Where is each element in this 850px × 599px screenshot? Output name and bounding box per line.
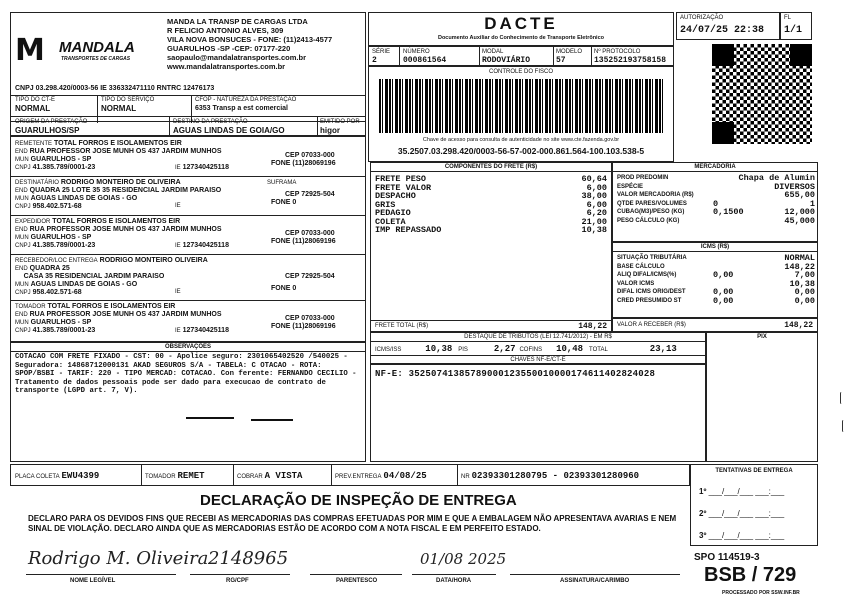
icms-list [617, 254, 815, 305]
emitter-box [10, 12, 366, 122]
mercadoria-box [612, 162, 818, 242]
tomador-name: TOTAL FORROS E ISOLAMENTOS EIR [47, 303, 176, 310]
frete-item-name: FRETE PESO [375, 174, 427, 184]
tomador-fone: FONE (11)28069196 [271, 323, 336, 330]
destino-label: DESTINO DA PRESTAÇÃO [173, 119, 248, 125]
icms-row-value-2: 148,22 [784, 261, 815, 272]
scan-mark-1 [840, 392, 843, 404]
remetente-cnpj: 41.385.789/0001-23 [32, 164, 96, 171]
expedidor-end: RUA PROFESSOR JOSE MUNH OS 437 JARDIM MUNHOS [29, 226, 222, 233]
receber-box [612, 318, 818, 332]
emitter-lines [167, 17, 363, 71]
dacte-title-box [368, 12, 674, 46]
receber-value: 148,22 [784, 321, 813, 330]
frete-item-value: 6,00 [586, 182, 607, 193]
company-logo [15, 31, 165, 73]
icms-title: ICMS (R$) [700, 244, 730, 250]
destinatario-cep: CEP 72925-504 [285, 191, 335, 198]
recebedor-mun: AGUAS LINDAS DE GOIAS - GO [30, 281, 138, 288]
tomador-value: REMET [177, 471, 205, 481]
processado-por: PROCESSADO POR SSW.INF.BR [722, 590, 800, 596]
frete-list [375, 175, 607, 235]
remetente-role: REMETENTE [15, 141, 53, 147]
recebedor-cep: CEP 72925-504 [285, 273, 335, 280]
frete-item-value: 6,20 [586, 208, 607, 218]
icms-row-value-1: 0,00 [713, 270, 734, 280]
frete-item-value: 38,00 [581, 191, 607, 201]
chave-value: 35.2507.03.298.420/0003-56-57-002-000.861.564-100.103.538-5 [397, 146, 645, 156]
icms-row-value-2: 10,38 [789, 278, 815, 289]
frete-box [370, 162, 612, 332]
frete-item-name: COLETA [375, 216, 406, 227]
icms-row-label: VALOR ICMS [617, 280, 655, 287]
icms-row-label: CRED PRESUMIDO ST [617, 297, 682, 304]
expedidor-role: EXPEDIDOR [15, 219, 51, 225]
frete-item-value: 6,00 [586, 199, 607, 210]
prev-entrega-label: PREV.ENTREGA [335, 474, 382, 480]
chave-hint: Chave de acesso para consulta de autenticidade no site www.cte.fazenda.gov.br [422, 137, 620, 143]
origem-value: GUARULHOS/SP [15, 126, 80, 135]
signature-rg: 2148965 [208, 548, 289, 569]
scan-mark-2 [842, 420, 845, 432]
footer-info-row [10, 464, 690, 486]
mercadoria-row-label: VALOR MERCADORIA (R$) [617, 192, 694, 198]
serie-value: 2 [372, 56, 377, 65]
frete-item [375, 209, 607, 218]
mercadoria-row-label: ESPÉCIE [617, 183, 644, 190]
remetente-ie: 127340425118 [182, 164, 229, 171]
icms-row [617, 271, 815, 280]
mercadoria-title: MERCADORIA [694, 164, 736, 170]
cofins-value: 10,48 [556, 344, 584, 354]
expedidor-fone: FONE (11)28069196 [271, 238, 336, 245]
emitter-street: R FELICIO ANTONIO ALVES, 309 [167, 26, 284, 35]
tipo-servico-label: TIPO DO SERVIÇO [101, 97, 155, 103]
frete-item [375, 226, 607, 235]
tomador-end: RUA PROFESSOR JOSE MUNH OS 437 JARDIM MUNHOS [29, 311, 222, 318]
qr-code [712, 44, 812, 144]
fisco-box [368, 66, 674, 162]
mercadoria-row [617, 217, 815, 226]
tomador-mun: GUARULHOS - SP [30, 319, 92, 326]
observacoes-box [10, 342, 366, 462]
frete-item-name: DESPACHO [375, 191, 416, 201]
handwritten-dash-2 [251, 419, 293, 421]
mercadoria-row-value-2: 12,000 [784, 207, 815, 217]
cfop-value: 6353 Transp a est comercial [195, 105, 288, 112]
tomador-role: TOMADOR [15, 304, 46, 310]
remetente-end: RUA PROFESSOR JOSE MUNH OS 437 JARDIM MUNHOS [29, 148, 222, 155]
doc-ids-box [368, 46, 674, 66]
remetente-fone: FONE (11)28069196 [271, 160, 336, 167]
frete-item-value: 60,64 [581, 174, 607, 184]
observacoes-text: COTACAO COM FRETE FIXADO - CST: 00 - Apolice seguro: 2301065402520 /540025 - Seguradora: 14868712000131 AKAD SEGUROS S/A - TABELA: C OTACAO - ROTA: SPOP/BSBI - TARIF: 220 - TIPO MERCAD: COTACAO. Con ferente: FERNANDO CECILIO - Tratamento de dados pessoais pode ser dado para execucao de contrato de transporte (LGPD art. 7, V). [15, 353, 357, 396]
fl-value: 1/1 [784, 25, 803, 36]
receber-label: VALOR A RECEBER (R$) [617, 322, 686, 328]
declaracao-title: DECLARAÇÃO DE INSPEÇÃO DE ENTREGA [200, 492, 517, 509]
mercadoria-row-value-2: 45,000 [784, 215, 815, 226]
mercadoria-row-value-1: 0 [713, 198, 719, 209]
mercadoria-row-value-2: Chapa de Alumin [738, 173, 815, 183]
destinatario-name: RODRIGO MONTEIRO DE OLIVEIRA [60, 179, 181, 186]
nr-label: NR [461, 474, 470, 480]
icms-row-value-2: 0,00 [794, 287, 815, 297]
tipo-cte-value: NORMAL [15, 104, 51, 113]
cofins-label: COFINS [519, 347, 543, 353]
signature-name: Rodrigo M. Oliveira [28, 548, 209, 569]
bsb-code: BSB / 729 [704, 564, 797, 586]
chaves-label: CHAVES NF-E/CT-E [510, 357, 566, 363]
mercadoria-row-label: QTDE PARES/VOLUMES [617, 200, 687, 207]
icms-row-value-2: 0,00 [794, 295, 815, 306]
tentativas-title: TENTATIVAS DE ENTREGA [715, 468, 793, 474]
tributos-total-label: TOTAL [589, 347, 608, 353]
destinatario-end: QUADRA 25 LOTE 35 35 RESIDENCIAL JARDIM PARAISO [29, 187, 222, 194]
destino-value: AGUAS LINDAS DE GOIA/GO [173, 126, 285, 135]
placa-label: PLACA COLETA [15, 474, 60, 480]
icms-iss-value: 10,38 [425, 344, 453, 354]
recebedor-cnpj: 958.402.571-68 [32, 289, 82, 296]
tentativa-2: 2º ___/___/___ ___:___ [699, 509, 785, 518]
frete-item [375, 192, 607, 201]
handwritten-dash-1 [186, 417, 234, 419]
destinatario-mun: AGUAS LINDAS DE GOIAS - GO [30, 195, 138, 202]
frete-item-name: PEDAGIO [375, 208, 411, 218]
emitter-city: GUARULHOS -SP -CEP: 07177-220 [167, 44, 291, 53]
expedidor-cep: CEP 07033-000 [285, 230, 335, 237]
dacte-subtitle: Documento Auxiliar do Conhecimento de Transporte Eletrônico [437, 35, 605, 41]
protocolo-value: 135252193758158 [594, 56, 667, 65]
logo-text: MANDALA [59, 39, 135, 56]
numero-label: NÚMERO [403, 49, 430, 55]
destinatario-cnpj: 958.402.571-68 [32, 203, 82, 210]
frete-title: COMPONENTES DO FRETE (R$) [444, 164, 538, 170]
chaves-box [370, 364, 706, 462]
mercadoria-row-value-2: 1 [809, 198, 815, 209]
nfe-key: NF-E: 35250741385789000123550010000174611402824028 [375, 369, 656, 379]
mercadoria-row-label: CUBAG(M3)/PESO (KG) [617, 209, 685, 215]
prev-entrega-value: 04/08/25 [383, 471, 427, 481]
protocolo-label: Nº PROTOCOLO [594, 49, 641, 55]
icms-row-label: DIFAL ICMS ORIG/DEST [617, 289, 686, 295]
nome-legivel-label: NOME LEGÍVEL [70, 578, 116, 584]
cobrar-value: A VISTA [264, 471, 303, 481]
icms-row-value-1: 0,00 [713, 287, 734, 297]
tributos-box [370, 332, 706, 364]
remetente-mun: GUARULHOS - SP [30, 156, 92, 163]
tomador-label: TOMADOR [145, 474, 176, 480]
serie-label: SÉRIE [372, 49, 391, 55]
cfop-label: CFOP - NATUREZA DA PRESTAÇÃO [195, 97, 297, 103]
auth-label: AUTORIZAÇÃO [680, 15, 724, 21]
access-key-barcode [379, 79, 663, 133]
assinatura-label: ASSINATURA/CARIMBO [560, 578, 630, 584]
expedidor-ie: 127340425118 [182, 242, 229, 249]
emitido-value: higor [320, 126, 340, 135]
origem-label: ORIGEM DA PRESTAÇÃO [15, 119, 88, 125]
frete-total-value: 148,22 [578, 322, 607, 331]
icms-row-label: BASE CÁLCULO [617, 263, 665, 270]
emitter-district: VILA NOVA BONSUCES - FONE: (11)2413-4577 [167, 35, 333, 44]
parentesco-label: PARENTESCO [336, 578, 378, 584]
recebedor-end2: CASA 35 RESIDENCIAL JARDIM PARAISO [23, 273, 165, 280]
frete-item-name: IMP REPASSADO [375, 225, 442, 235]
dacte-title: DACTE [484, 14, 558, 33]
emitido-label: EMITIDO POR [320, 119, 360, 125]
mercadoria-row-value-2: DIVERSOS [774, 181, 815, 192]
frete-total-box [370, 320, 612, 332]
tentativa-3: 3º ___/___/___ ___:___ [699, 531, 785, 540]
icms-row-value-2: 7,00 [794, 270, 815, 280]
destinatario-fone: FONE 0 [271, 199, 297, 206]
tomador-cep: CEP 07033-000 [285, 315, 335, 322]
pix-label: PIX [757, 334, 767, 340]
fl-label: FL [784, 15, 792, 21]
frete-item-name: GRIS [375, 199, 396, 210]
remetente-name: TOTAL FORROS E ISOLAMENTOS EIR [53, 140, 182, 147]
emitter-site: www.mandalatransportes.com.br [167, 62, 286, 71]
remetente-cep: CEP 07033-000 [285, 152, 335, 159]
frete-item-value: 21,00 [581, 216, 607, 227]
expedidor-mun: GUARULHOS - SP [30, 234, 92, 241]
modelo-value: 57 [556, 56, 566, 65]
parties-box: REMETENTE TOTAL FORROS E ISOLAMENTOS EIR END RUA PROFESSOR JOSE MUNH OS 437 JARDIM MUNHOS MUN GUARULHOS - SP CEP 07033-000 CNPJ 41.385.789/0001-23 IE 127340425118 FONE (11)28069196 DESTINATÁRIO RODRIGO MONTEIRO DE OLIVEIRA SUFRAMA END QUADRA 25 LOTE 35 35 RESIDENCIAL JARDIM PARAISO MUN AGUAS LINDAS DE GOIAS - GO CEP 72925-504 CNPJ 958.402.571-68 IE FONE 0 EXPEDIDOR TOTAL FORROS E ISOLAMENTOS EIR END RUA PROFESSOR JOSE MUNH OS 437 JARDIM MUNHOS MUN GUARULHOS - SP CEP 07033-000 CNPJ 41.385.789/0001-23 IE 127340425118 FONE (11)28069196 RECEBEDOR/LOC ENTREGA RODRIGO MONTEIRO OLIVEIRA END QUADRA 25 CASA 35 RESIDENCIAL JARDIM PARAISO CEP 72925-504 MUN AGUAS LINDAS DE GOIAS - GO CNPJ 958.402.571-68 IE FONE 0 TOMADOR TOTAL FORROS E ISOLAMENTOS EIR END RUA PROFESSOR JOSE MUNH OS 437 JARDIM MUNHOS MUN GUARULHOS - SP CEP 07033-000 CNPJ 41.385.789/0001-23 IE 127340425118 FONE (11)28069196 [10, 136, 366, 342]
icms-row-label: SITUAÇÃO TRIBUTÁRIA [617, 255, 687, 261]
icms-row-value-1: 0,00 [713, 295, 734, 306]
mercadoria-row-label: PESO CÁLCULO (KG) [617, 217, 680, 224]
icms-box [612, 242, 818, 318]
expedidor-name: TOTAL FORROS E ISOLAMENTOS EIR [52, 218, 181, 225]
recebedor-fone: FONE 0 [271, 285, 297, 292]
tipo-cte-label: TIPO DO CT-E [15, 97, 56, 103]
placa-value: EWU4399 [61, 471, 100, 481]
observacoes-title: OBSERVAÇÕES [164, 344, 212, 350]
tributos-title: DESTAQUE DE TRIBUTOS (LEI 12.741/2012) - EM R$ [464, 334, 612, 340]
tomador-cnpj: 41.385.789/0001-23 [32, 327, 96, 334]
mercadoria-row-value-2: 655,00 [784, 190, 815, 200]
signature-date: 01/08 2025 [420, 550, 507, 568]
modal-value: RODOVIÁRIO [482, 56, 531, 65]
destinatario-extra: SUFRAMA [267, 180, 297, 186]
expedidor-cnpj: 41.385.789/0001-23 [32, 242, 96, 249]
recebedor-name: RODRIGO MONTEIRO OLIVEIRA [99, 257, 208, 264]
tentativa-1: 1º ___/___/___ ___:___ [699, 487, 785, 496]
mercadoria-row-value-1: 0,1500 [713, 207, 744, 217]
cobrar-label: COBRAR [237, 474, 263, 480]
emitter-email: saopaulo@mandalatransportes.com.br [167, 53, 307, 62]
emitter-cnpj: CNPJ 03.298.420/0003-56 IE 336332471110 RNTRC 12476173 [15, 85, 215, 92]
tentativas-box [690, 464, 818, 546]
pix-box [706, 332, 818, 462]
pis-label: PIS [458, 347, 468, 353]
icms-row [617, 297, 815, 306]
nr-value: 02393301280795 - 02393301280960 [471, 471, 640, 481]
numero-value: 000861564 [403, 56, 447, 65]
recebedor-end: QUADRA 25 [29, 265, 70, 272]
tomador-ie: 127340425118 [182, 327, 229, 334]
tipo-servico-value: NORMAL [101, 104, 137, 113]
frete-total-label: FRETE TOTAL (R$) [375, 323, 429, 329]
auth-value: 24/07/25 22:38 [680, 25, 765, 36]
mercadoria-row-label: PROD PREDOMIN [617, 175, 669, 181]
icms-row-label: ALIQ DIFAL/ICMS(%) [617, 272, 677, 278]
icms-row-value-2: NORMAL [784, 253, 815, 263]
mercadoria-list [617, 174, 815, 225]
datahora-label: DATA/HORA [436, 578, 472, 584]
modal-label: MODAL [482, 49, 504, 55]
icms-iss-label: ICMS/ISS [375, 347, 402, 353]
recebedor-role: RECEBEDOR/LOC ENTREGA [15, 258, 98, 264]
pis-value: 2,27 [493, 344, 516, 354]
destinatario-role: DESTINATÁRIO [15, 180, 59, 186]
modelo-label: MODELO [556, 49, 583, 55]
rg-cpf-label: RG/CPF [226, 578, 249, 584]
logo-subtext: TRANSPORTES DE CARGAS [61, 56, 131, 62]
origem-destino-box [10, 116, 366, 136]
logo-mark-icon: M [15, 33, 42, 68]
spo-code: SPO 114519-3 [694, 552, 760, 563]
frete-item-value: 10,38 [581, 225, 607, 235]
declaracao-text: DECLARO PARA OS DEVIDOS FINS QUE RECEBI AS MERCADORIAS DAS COMPRAS EFETUADAS POR MIM E QUE A EMBALAGEM NÃO APRESENTAVA AVARIAS E NEM SINAL DE VIOLAÇÃO. DECLARO AINDA QUE AS MERCADORIAS ESTÃO DE ACORDO COM A NOTA FISCAL E EM PERFEITO ESTADO. [28, 514, 677, 533]
frete-item-name: FRETE VALOR [375, 182, 432, 193]
tributos-total-value: 23,13 [649, 344, 677, 354]
auth-box [676, 12, 780, 40]
fisco-label: CONTROLE DO FISCO [488, 69, 553, 75]
emitter-name: MANDA LA TRANSP DE CARGAS LTDA [167, 17, 308, 26]
fl-box [780, 12, 812, 40]
